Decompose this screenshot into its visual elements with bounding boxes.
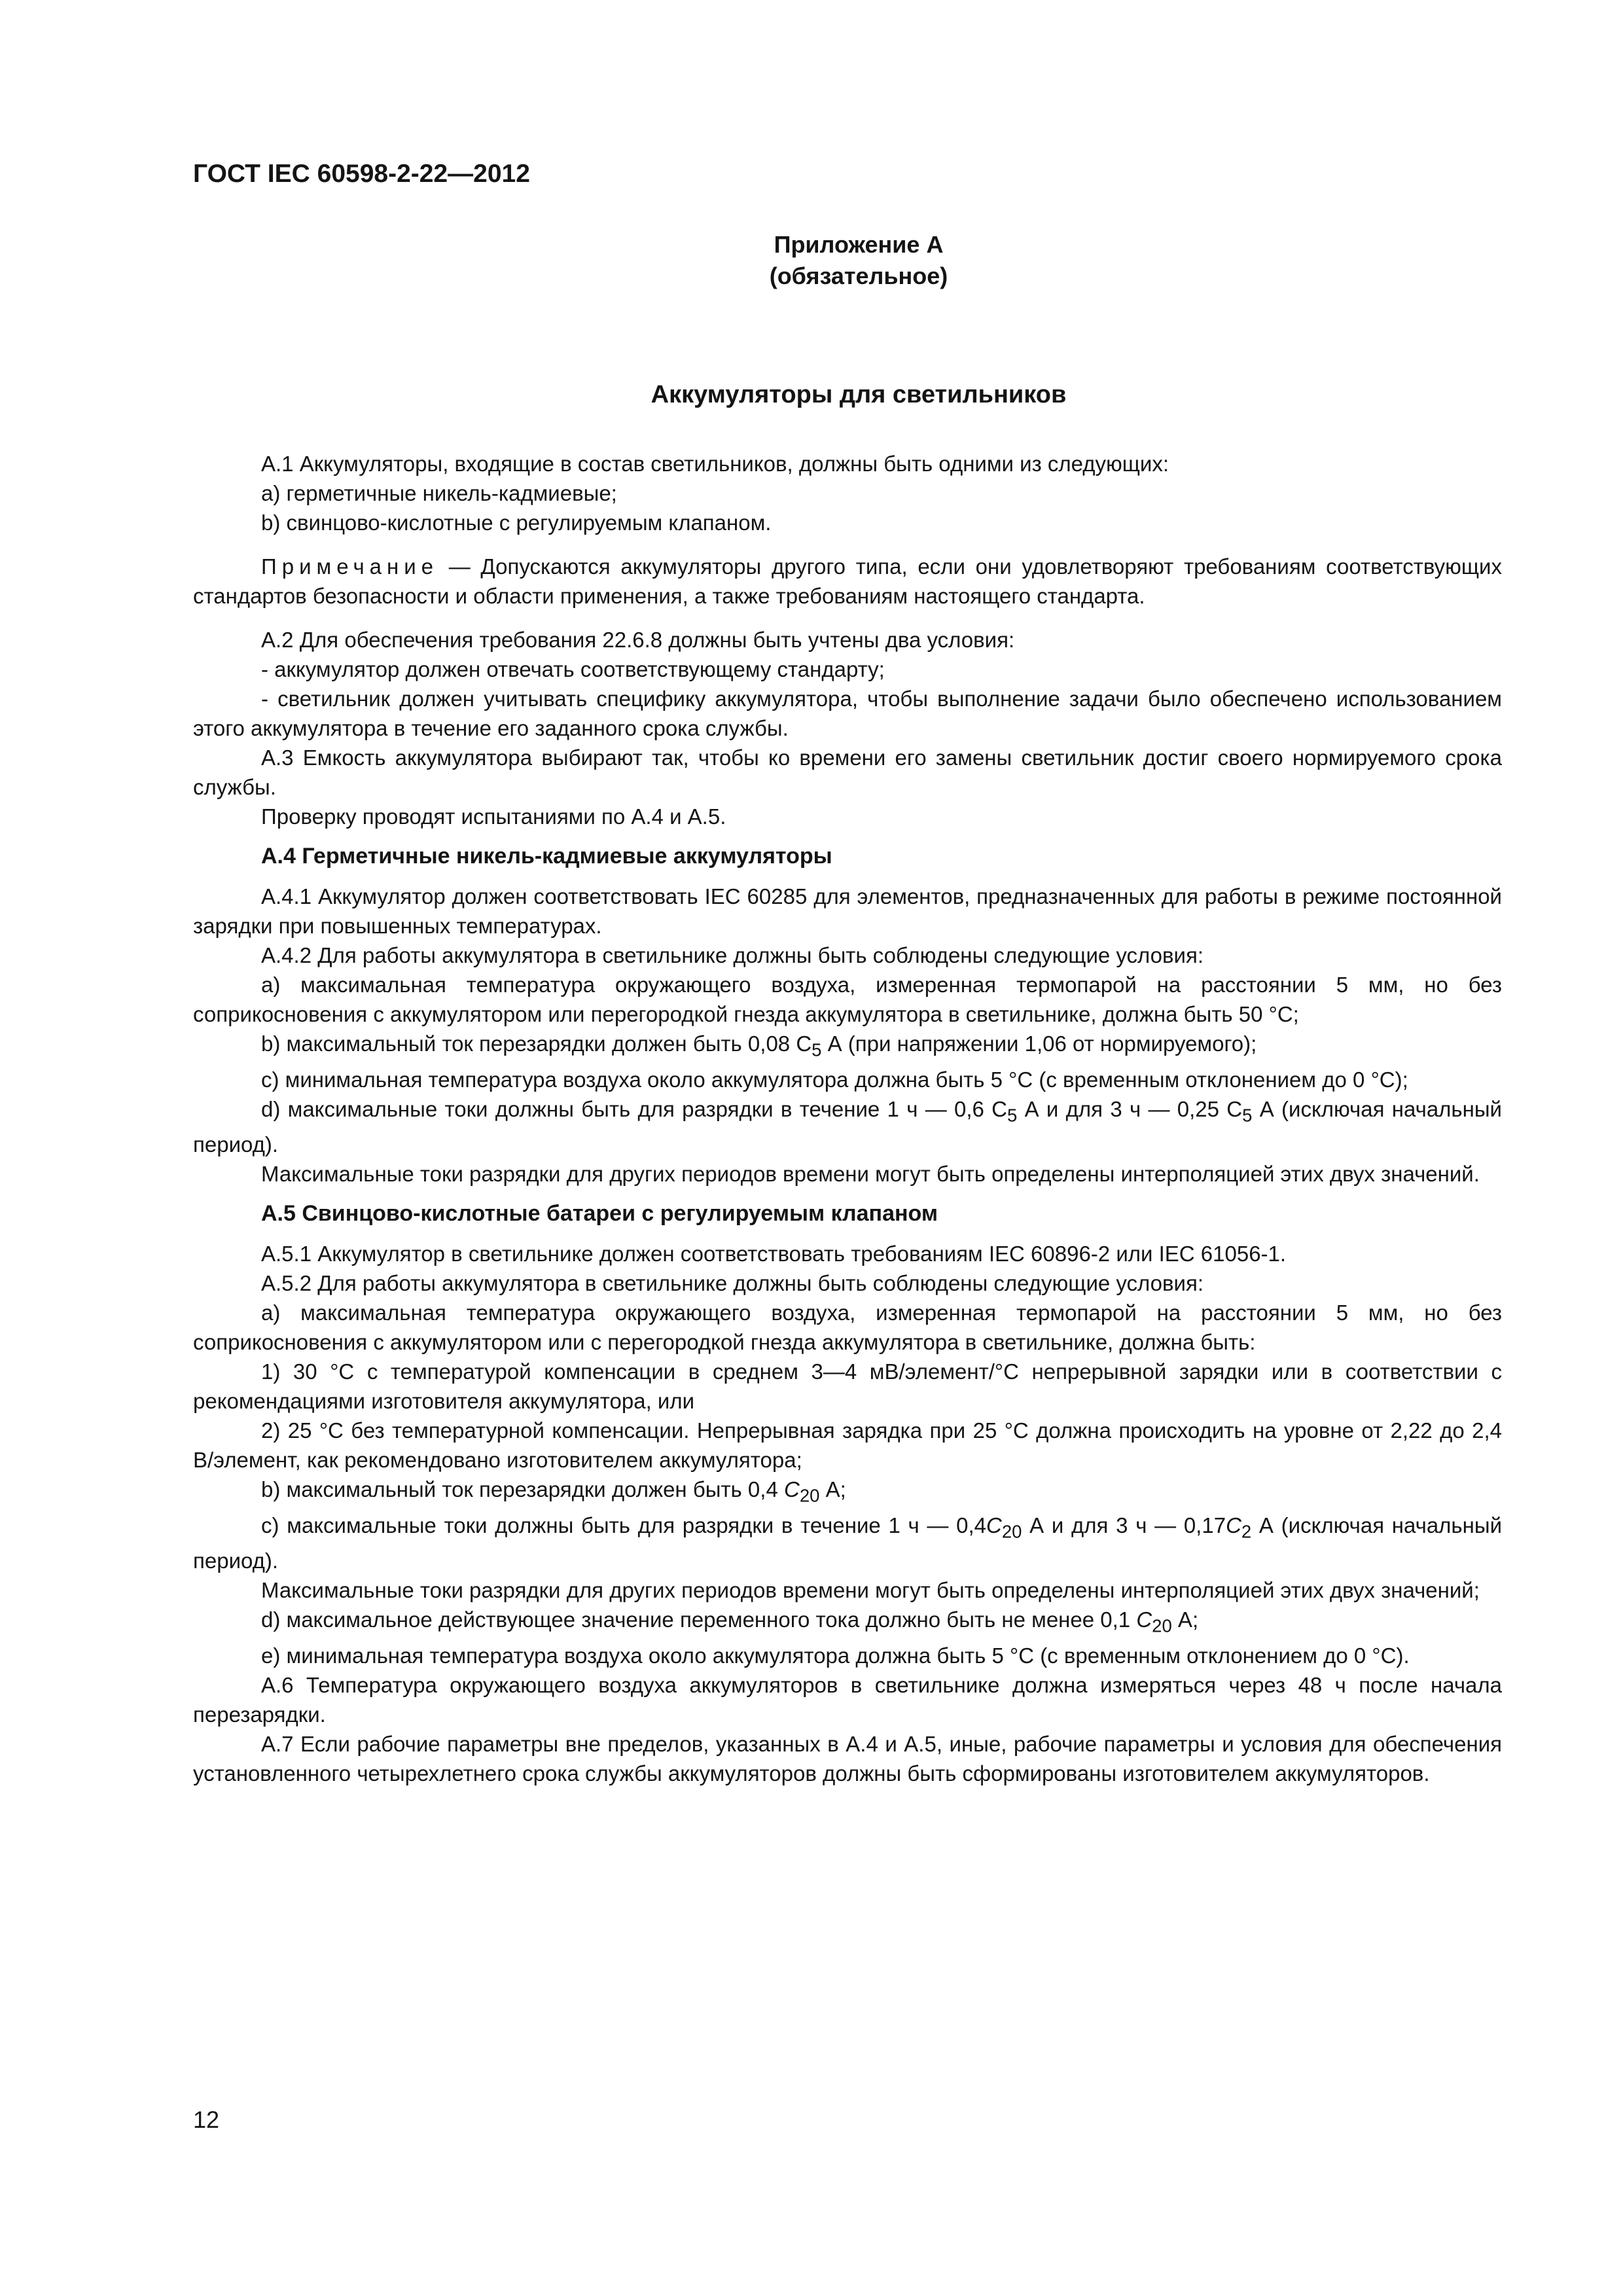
clause-a2: А.2 Для обеспечения требования 22.6.8 должны быть учтены два условия: [261, 628, 1015, 652]
clause-a6: А.6 Температура окружающего воздуха аккумуляторов в светильнике должна измеряться через 48 ч после начала перезарядки. [193, 1672, 1502, 1727]
variable: C [783, 1477, 800, 1502]
clause-a2-dash-2: - светильник должен учитывать специфику аккумулятора, чтобы выполнение задачи было обеспечено использованием этого аккумулятора в течение его заданного срока службы. [193, 687, 1502, 740]
clause-a5-max: Максимальные токи разрядки для других периодов времени могут быть определены интерполяцией этих двух значений; [261, 1578, 1480, 1603]
variable: C [1226, 1513, 1241, 1537]
text-run: А и для 3 ч — 0,25 С [1017, 1096, 1243, 1121]
text-run: А (исключая начальный период). [193, 1096, 1502, 1157]
subscript: 5 [812, 1039, 822, 1060]
note-text: — Допускаются аккумуляторы другого типа, если они удовлетворяют требованиям соответствующих стандартов безопасности и области применения, а также требованиям настоящего стандарта. [193, 554, 1502, 608]
subscript: 2 [1241, 1521, 1252, 1542]
text-run: А (исключая начальный период). [193, 1513, 1503, 1573]
clause-a4-2-c: с) минимальная температура воздуха около аккумулятора должна быть 5 °С (с временным отклонением до 0 °С); [261, 1067, 1408, 1092]
page-number: 12 [193, 2106, 220, 2133]
clause-a3-check: Проверку проводят испытаниями по А.4 и А.5. [261, 804, 726, 829]
text-run: А и для 3 ч — 0,17 [1022, 1513, 1226, 1537]
clause-a5-2: А.5.2 Для работы аккумулятора в светильнике должны быть соблюдены следующие условия: [261, 1271, 1204, 1296]
text-run: А; [819, 1477, 846, 1502]
clause-a5-2-a: а) максимальная температура окружающего воздуха, измеренная термопарой на расстоянии 5 мм, но без соприкосновения с аккумулятором или с перегородкой гнезда аккумулятора в светильнике, должна быть: [193, 1300, 1502, 1355]
appendix-label: Приложение А [774, 231, 944, 258]
clause-a4-2-a: а) максимальная температура окружающего воздуха, измеренная термопарой на расстоянии 5 мм, но без соприкосновения с аккумулятором или перегородкой гнезда аккумулятора в светильнике, должна быть 50 °С; [193, 973, 1502, 1026]
clause-a5-2-e: е) минимальная температура воздуха около аккумулятора должна быть 5 °С (с временным отклонением до 0 °С). [261, 1643, 1410, 1668]
note-paragraph [193, 552, 1502, 611]
clause-a4-1: А.4.1 Аккумулятор должен соответствовать IEC 60285 для элементов, предназначенных для работы в режиме постоянной зарядки при повышенных температурах. [193, 884, 1502, 938]
clause-a4-max: Максимальные токи разрядки для других периодов времени могут быть определены интерполяцией этих двух значений. [261, 1162, 1480, 1187]
text-run: А (при напряжении 1,06 от нормируемого); [821, 1031, 1257, 1056]
document-body [193, 449, 1502, 1788]
clause-a1: А.1 Аккумуляторы, входящие в состав светильников, должны быть одними из следующих: [261, 452, 1169, 476]
section-heading-a4: А.4 Герметичные никель-кадмиевые аккумуляторы [261, 844, 832, 869]
text-run: d) максимальные токи должны быть для разрядки в течение 1 ч — 0,6 С [261, 1096, 1008, 1121]
subscript: 20 [1152, 1615, 1172, 1636]
appendix-heading [0, 229, 1623, 292]
appendix-status: (обязательное) [769, 262, 948, 289]
text-run: b) максимальный ток перезарядки должен быть 0,4 [261, 1477, 784, 1502]
clause-a5-2-a-1: 1) 30 °С с температурой компенсации в среднем 3—4 мВ/элемент/°С непрерывной зарядки или в соответствии с рекомендациями изготовителя аккумулятора, или [193, 1359, 1502, 1414]
clause-a3: А.3 Емкость аккумулятора выбирают так, чтобы ко времени его замены светильник достиг своего нормируемого срока службы. [193, 745, 1502, 799]
clause-a4-2-d [193, 1094, 1502, 1160]
clause-a1-item-a: а) герметичные никель-кадмиевые; [261, 481, 617, 505]
clause-a5-1: А.5.1 Аккумулятор в светильнике должен соответствовать требованиям IEC 60896-2 или IEC 61056-1. [261, 1242, 1287, 1266]
text-run: А; [1171, 1607, 1199, 1632]
clause-a5-2-a-2: 2) 25 °С без температурной компенсации. Непрерывная зарядка при 25 °С должна происходить на уровне от 2,22 до 2,4 В/элемент, как рекомендовано изготовителем аккумулятора; [193, 1418, 1502, 1473]
note-label: Примечание [261, 554, 439, 579]
clause-a2-dash-1: - аккумулятор должен отвечать соответствующему стандарту; [261, 657, 885, 681]
text-run: с) максимальные токи должны быть для разрядки в течение 1 ч — 0,4 [261, 1513, 987, 1537]
subscript: 20 [799, 1485, 820, 1506]
section-heading-a5: А.5 Свинцово-кислотные батареи с регулируемым клапаном [261, 1201, 938, 1227]
clause-a4-2-b [193, 1029, 1502, 1065]
variable: C [986, 1513, 1002, 1537]
appendix-title: Аккумуляторы для светильников [651, 381, 1067, 408]
text-run: d) максимальное действующее значение переменного тока должно быть не менее 0,1 [261, 1607, 1137, 1632]
clause-a5-2-d [193, 1605, 1502, 1641]
variable: C [1136, 1607, 1152, 1632]
subscript: 5 [1007, 1105, 1018, 1126]
document-code: ГОСТ IEC 60598-2-22—2012 [193, 160, 530, 188]
subscript: 20 [1001, 1521, 1022, 1542]
clause-a5-2-c [193, 1511, 1502, 1576]
clause-a7: А.7 Если рабочие параметры вне пределов, указанных в А.4 и А.5, иные, рабочие параметры и условия для обеспечения установленного четырехлетнего срока службы аккумуляторов должны быть сформированы изготовителем аккумуляторов. [193, 1731, 1502, 1785]
clause-a5-2-b [193, 1475, 1502, 1511]
clause-a1-item-b: b) свинцово-кислотные с регулируемым клапаном. [261, 511, 772, 535]
clause-a4-2: А.4.2 Для работы аккумулятора в светильнике должны быть соблюдены следующие условия: [261, 943, 1204, 967]
subscript: 5 [1242, 1105, 1253, 1126]
text-run: b) максимальный ток перезарядки должен быть 0,08 С [261, 1031, 812, 1056]
